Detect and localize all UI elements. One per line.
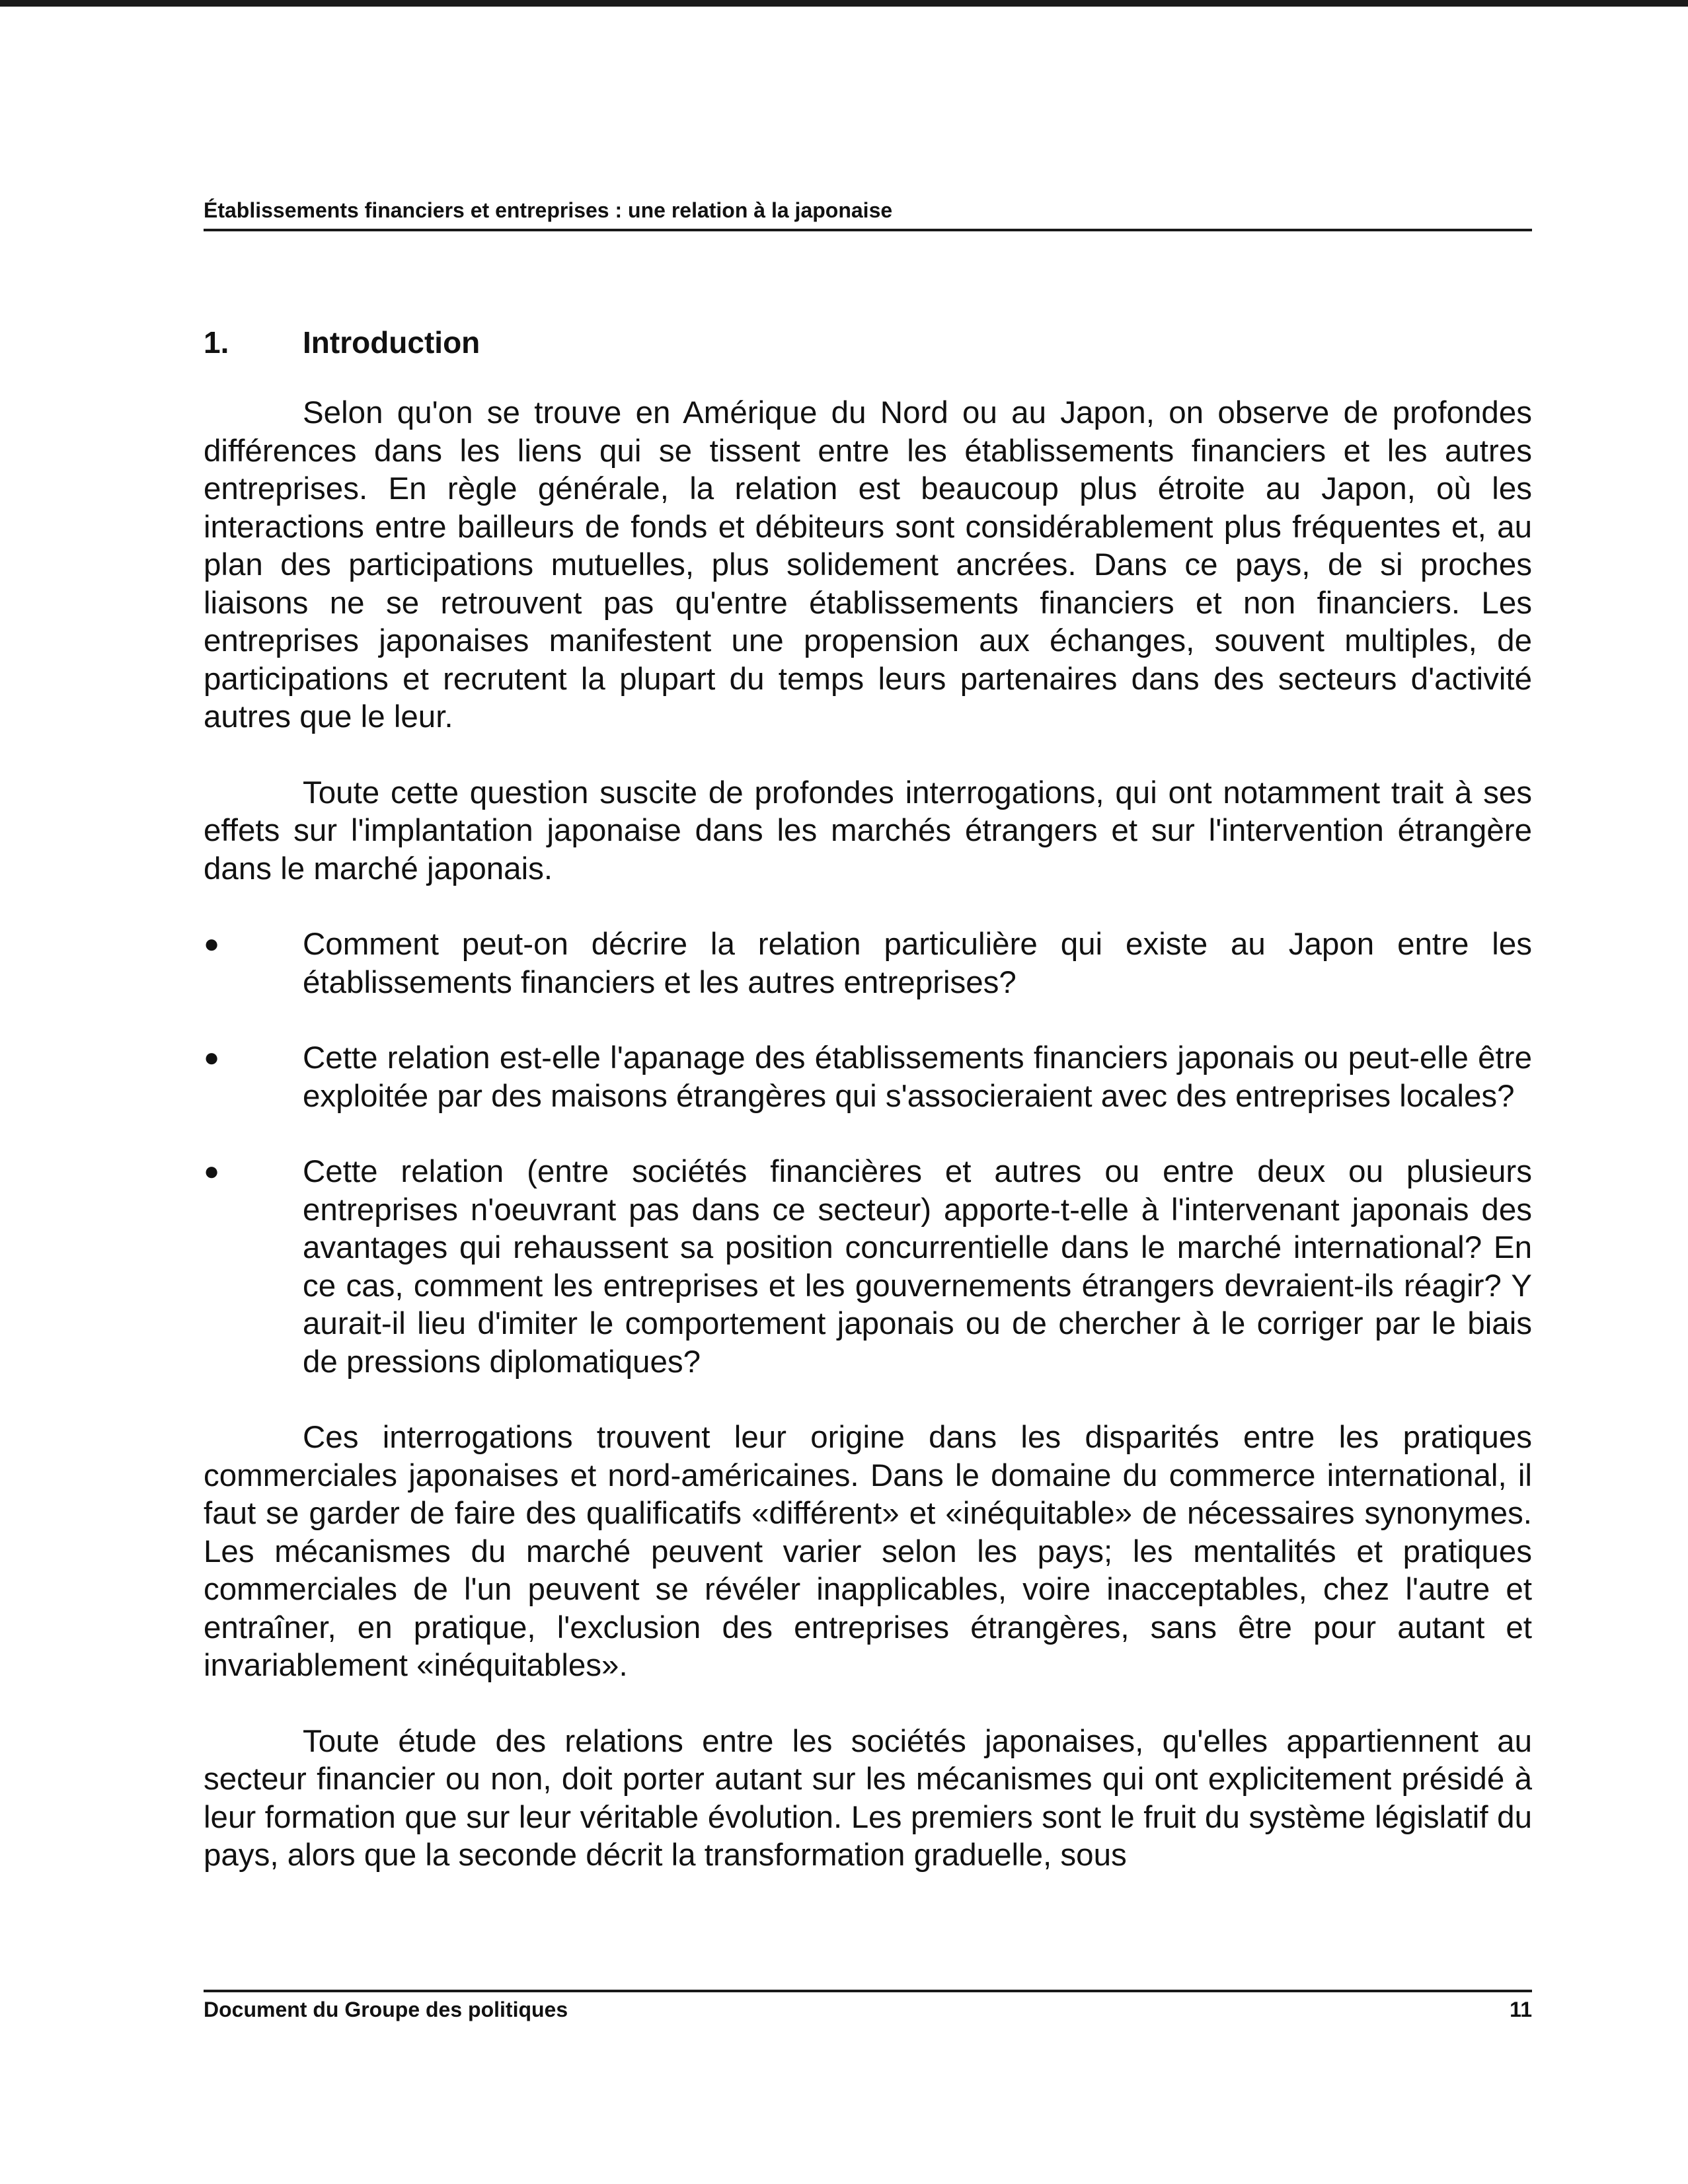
section-title: Introduction [303,325,480,360]
paragraph-4: Toute étude des relations entre les sociétés japonaises, qu'elles appartiennent au secteur financier ou non, doit porter autant sur les mécanismes qui ont explicitement présidé à leur formation que sur leur véritable évolution. Les premiers sont le fruit du système législatif du pays, alors que la seconde décrit la transformation graduelle, sous [204,1723,1532,1873]
list-item-text: Cette relation (entre sociétés financières et autres ou entre deux ou plusieurs entreprises n'oeuvrant pas dans ce secteur) apporte-t-elle à l'intervenant japonais des avantages qui rehaussent sa position concurrentielle dans le marché international? En ce cas, comment les entreprises et les gouvernements étrangers devraient-ils réagir? Y aurait-il lieu d'imiter le comportement japonais ou de chercher à le corriger par le biais de pressions diplomatiques? [303,1154,1532,1380]
top-border-rule [0,0,1688,7]
running-header-title: Établissements financiers et entreprises : une relation à la japonaise [204,198,893,222]
section-number: 1. [204,325,229,360]
list-item [204,925,1532,1001]
running-header [204,196,1532,231]
page-number: 11 [1510,1998,1532,2021]
footer-document-label: Document du Groupe des politiques [204,1998,568,2021]
bullet-icon: ● [204,1157,220,1186]
section-heading [204,324,1532,361]
page-footer [204,1990,1532,2024]
list-item [204,1039,1532,1115]
page-body [204,324,1532,1875]
question-list [204,925,1532,1381]
bullet-icon: ● [204,929,220,958]
bullet-icon: ● [204,1043,220,1072]
paragraph-1: Selon qu'on se trouve en Amérique du Nord ou au Japon, on observe de profondes différences dans les liens qui se tissent entre les établissements financiers et les autres entreprises. En règle générale, la relation est beaucoup plus étroite au Japon, où les interactions entre bailleurs de fonds et débiteurs sont considérablement plus fréquentes et, au plan des participations mutuelles, plus solidement ancrées. Dans ce pays, de si proches liaisons ne se retrouvent pas qu'entre établissements financiers et non financiers. Les entreprises japonaises manifestent une propension aux échanges, souvent multiples, de participations et recrutent la plupart du temps leurs partenaires dans des secteurs d'activité autres que le leur. [204,395,1532,734]
list-item-text: Comment peut-on décrire la relation particulière qui existe au Japon entre les établissements financiers et les autres entreprises? [303,927,1532,1000]
paragraph-3: Ces interrogations trouvent leur origine dans les disparités entre les pratiques commerciales japonaises et nord-américaines. Dans le domaine du commerce international, il faut se garder de faire des qualificatifs «différent» et «inéquitable» de nécessaires synonymes. Les mécanismes du marché peuvent varier selon les pays; les mentalités et pratiques commerciales de l'un peuvent se révéler inapplicables, voire inacceptables, chez l'autre et entraîner, en pratique, l'exclusion des entreprises étrangères, sans être pour autant et invariablement «inéquitables». [204,1420,1532,1683]
list-item [204,1153,1532,1381]
paragraph-2: Toute cette question suscite de profondes interrogations, qui ont notamment trait à ses effets sur l'implantation japonaise dans les marchés étrangers et sur l'intervention étrangère dans le marché japonais. [204,775,1532,886]
list-item-text: Cette relation est-elle l'apanage des établissements financiers japonais ou peut-elle être exploitée par des maisons étrangères qui s'associeraient avec des entreprises locales? [303,1040,1532,1114]
